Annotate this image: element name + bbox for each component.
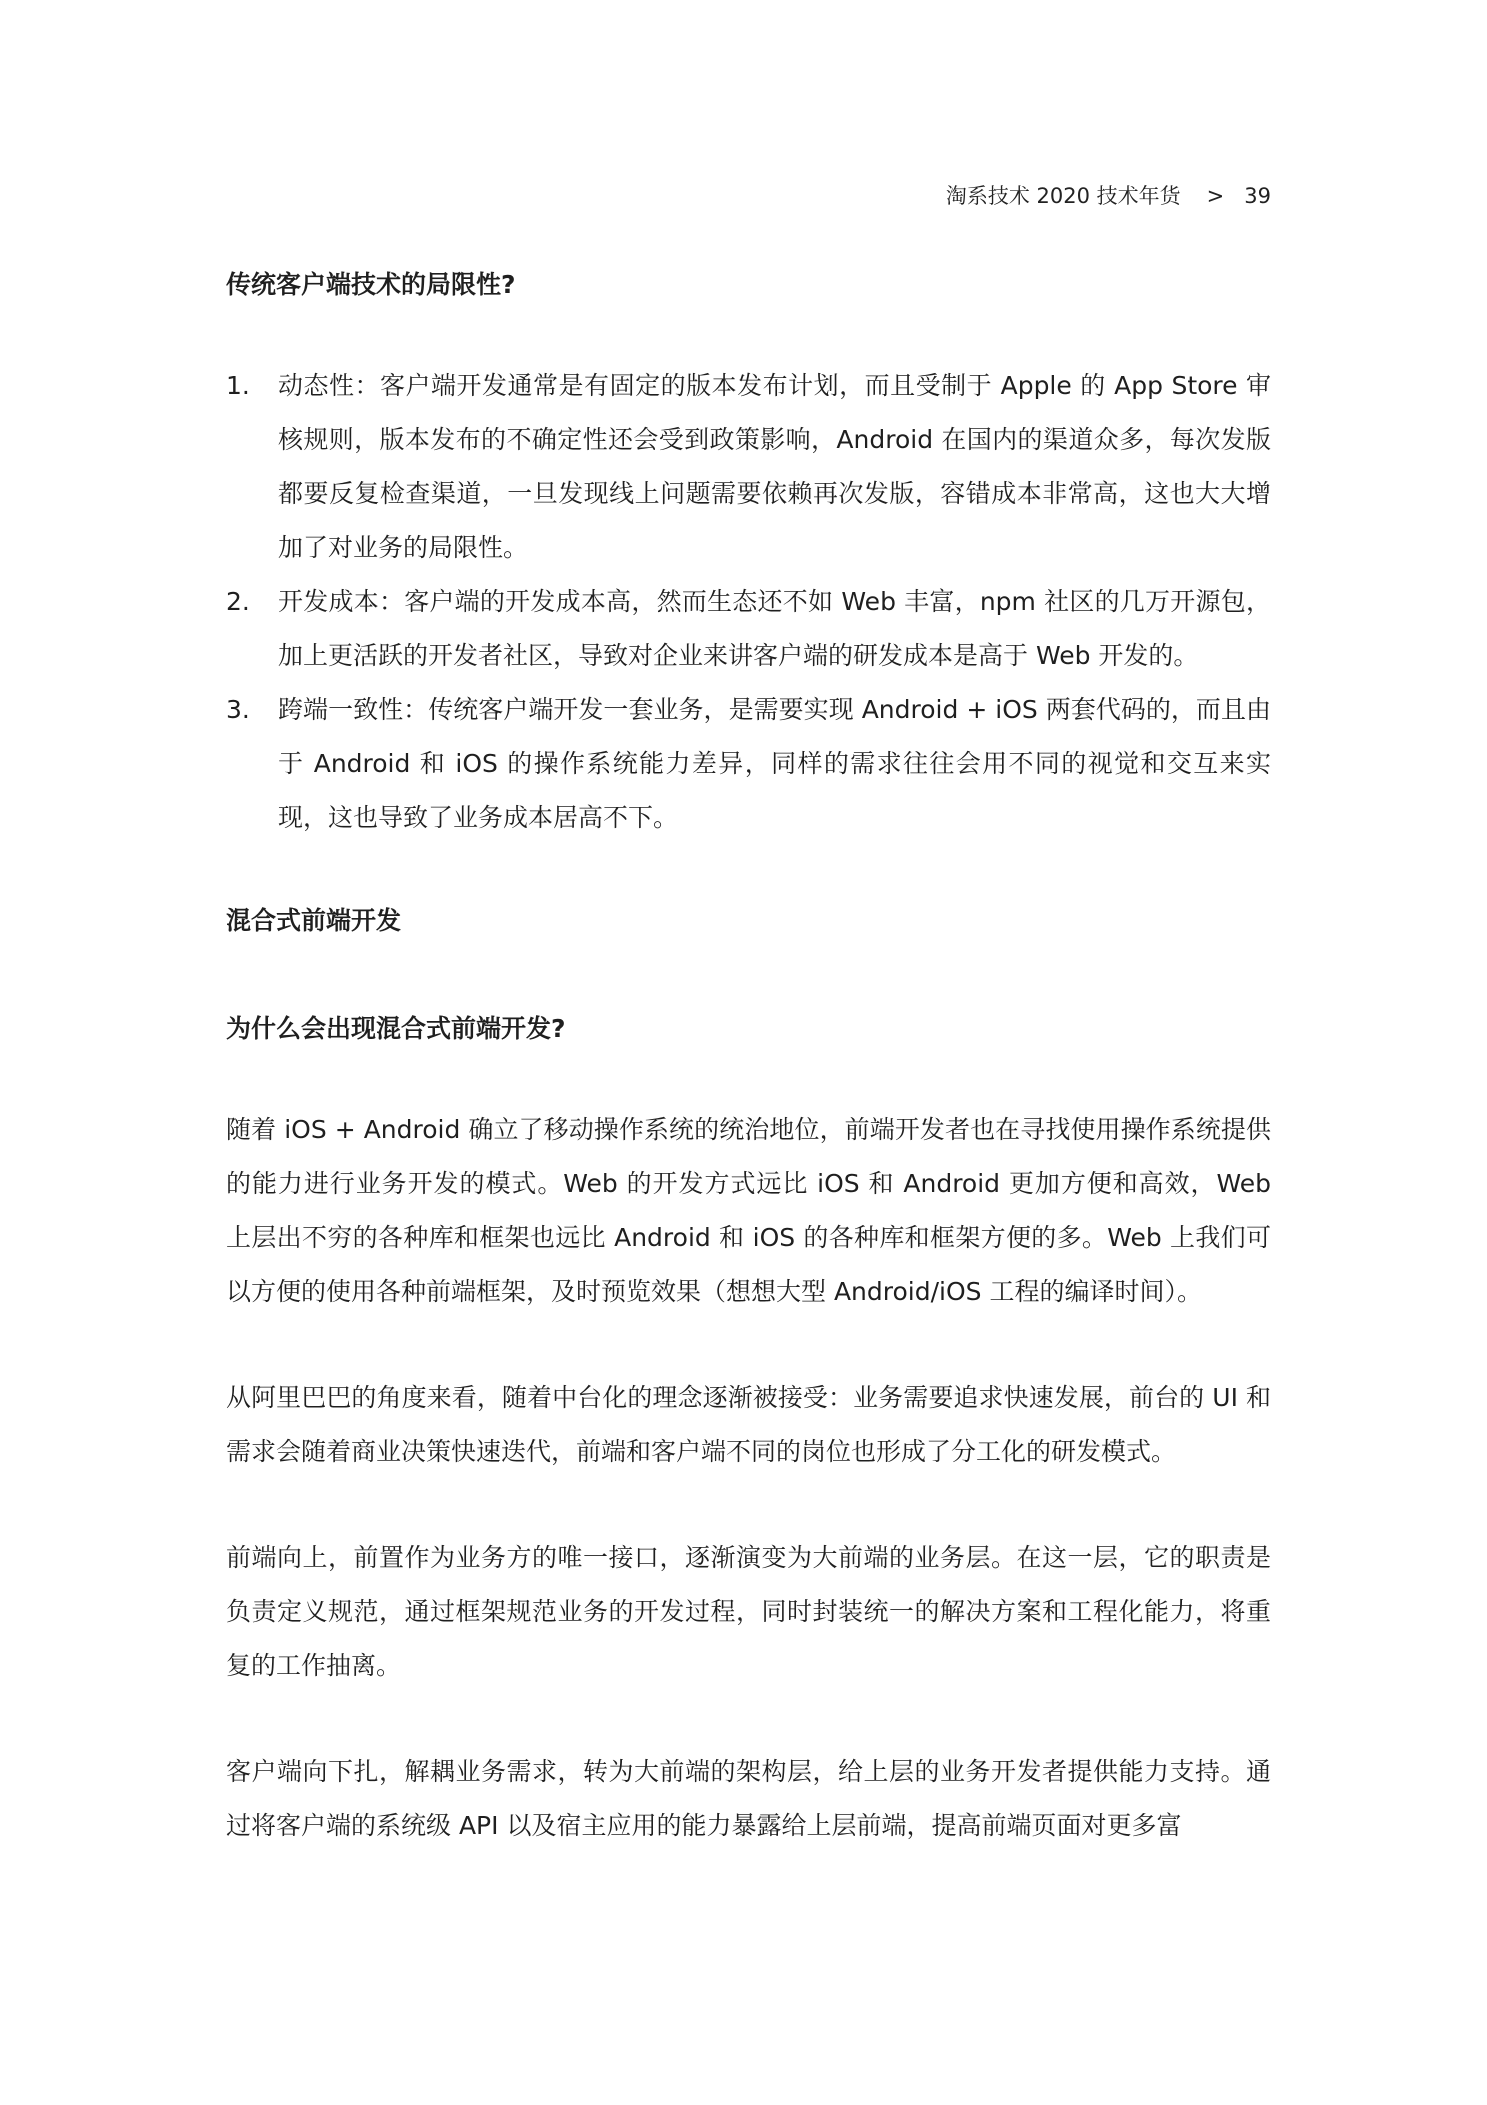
- list-item-number: 2.: [226, 587, 250, 616]
- page-number: 39: [1244, 184, 1271, 208]
- section-heading-limitations: 传统客户端技术的局限性?: [226, 270, 516, 299]
- list-item: [226, 359, 1271, 575]
- paragraph: 从阿里巴巴的角度来看，随着中台化的理念逐渐被接受：业务需要追求快速发展，前台的 UI 和需求会随着商业决策快速迭代，前端和客户端不同的岗位也形成了分工化的研发模式。: [226, 1383, 1271, 1466]
- section-heading-hybrid: 混合式前端开发: [226, 906, 402, 935]
- list-item-text: 动态性：客户端开发通常是有固定的版本发布计划，而且受制于 Apple 的 App Store 审核规则，版本发布的不确定性还会受到政策影响，Android 在国内的渠道众多，每次发版都要反复检查渠道，一旦发现线上问题需要依赖再次发版，容错成本非常高，这也大大增加了对业务的局限性。: [278, 371, 1271, 562]
- paragraph: 客户端向下扎，解耦业务需求，转为大前端的架构层，给上层的业务开发者提供能力支持。通过将客户端的系统级 API 以及宿主应用的能力暴露给上层前端，提高前端页面对更多富: [226, 1757, 1271, 1840]
- list-item-number: 1.: [226, 371, 250, 400]
- list-item-text: 开发成本：客户端的开发成本高，然而生态还不如 Web 丰富，npm 社区的几万开源包，加上更活跃的开发者社区，导致对企业来讲客户端的研发成本是高于 Web 开发的。: [278, 587, 1271, 670]
- list-item: [226, 575, 1271, 683]
- list-item-number: 3.: [226, 695, 250, 724]
- list-item-text: 跨端一致性：传统客户端开发一套业务，是需要实现 Android + iOS 两套代码的，而且由于 Android 和 iOS 的操作系统能力差异，同样的需求往往会用不同的视觉和交互来实现，这也导致了业务成本居高不下。: [278, 695, 1271, 832]
- running-header: [946, 180, 1271, 210]
- section-heading-why-hybrid: 为什么会出现混合式前端开发?: [226, 1014, 566, 1043]
- book-title: 淘系技术 2020 技术年货: [945, 184, 1181, 208]
- list-item: [226, 683, 1271, 845]
- header-separator: >: [1206, 184, 1225, 208]
- paragraph: 前端向上，前置作为业务方的唯一接口，逐渐演变为大前端的业务层。在这一层，它的职责是负责定义规范，通过框架规范业务的开发过程，同时封装统一的解决方案和工程化能力，将重复的工作抽离。: [226, 1543, 1271, 1680]
- paragraph: 随着 iOS + Android 确立了移动操作系统的统治地位，前端开发者也在寻找使用操作系统提供的能力进行业务开发的模式。Web 的开发方式远比 iOS 和 Android 更加方便和高效，Web 上层出不穷的各种库和框架也远比 Android 和 iOS 的各种库和框架方便的多。Web 上我们可以方便的使用各种前端框架，及时预览效果（想想大型 Android/iOS 工程的编译时间）。: [226, 1115, 1271, 1306]
- limitations-list: [226, 359, 1271, 845]
- main-content: [226, 255, 1271, 1853]
